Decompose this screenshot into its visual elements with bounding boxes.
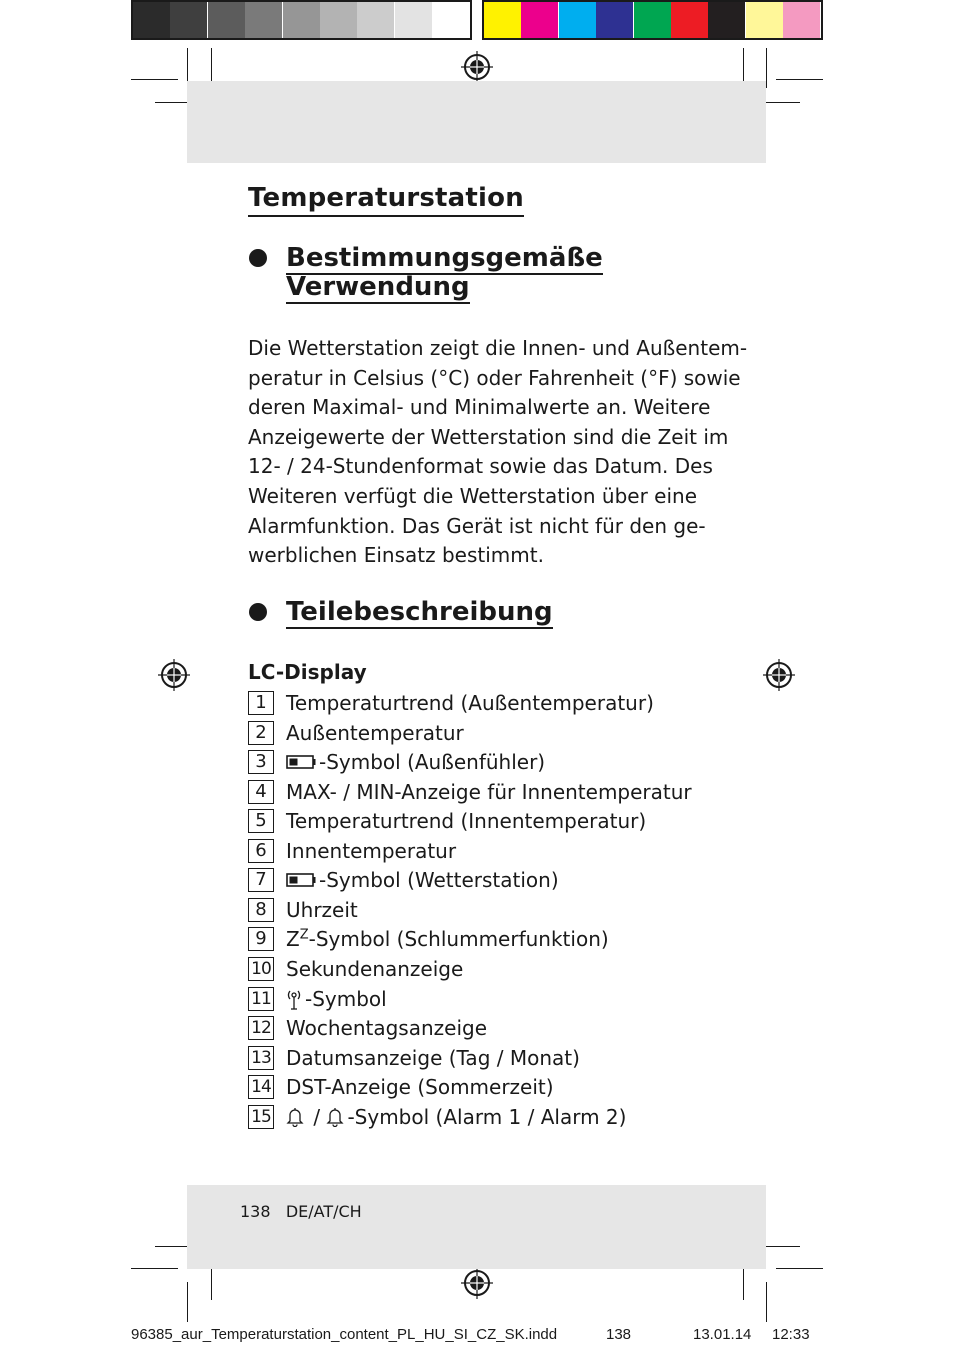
color-swatch: [746, 2, 783, 38]
registration-mark-icon: [763, 659, 795, 691]
list-item: [248, 926, 609, 952]
page-number: 138: [240, 1202, 271, 1221]
item-label: Temperaturtrend (Außentemperatur): [286, 691, 654, 715]
item-number-box: 15: [248, 1105, 274, 1129]
item-number-box: 4: [248, 780, 274, 804]
item-number-box: 8: [248, 898, 274, 922]
section-heading-verwendung: [286, 244, 603, 302]
section-bullet: [249, 603, 267, 621]
item-number-box: 13: [248, 1046, 274, 1070]
color-swatch: [559, 2, 596, 38]
gray-swatch: [170, 2, 207, 38]
item-description: [286, 691, 654, 715]
color-swatch: [596, 2, 633, 38]
item-label: -Symbol (Außenfühler): [319, 750, 546, 775]
item-label: Sekundenanzeige: [286, 956, 464, 981]
paragraph-line: deren Maximal- und Minimalwerte an. Weitere: [248, 395, 711, 420]
color-swatch: [783, 2, 820, 38]
paragraph-line: peratur in Celsius (°C) oder Fahrenheit (°F) sowie: [248, 365, 741, 390]
locale-label: DE/AT/CH: [285, 1202, 362, 1221]
item-label: -Symbol (Alarm 1 / Alarm 2): [347, 1104, 627, 1129]
section-bullet: [249, 249, 267, 267]
lc-display-subheading: LC-Display: [248, 660, 367, 684]
item-number-box: 5: [248, 809, 274, 833]
footer-band: [187, 1185, 766, 1269]
paragraph-line: Alarmfunktion. Das Gerät ist nicht für den ge-: [248, 513, 706, 538]
page-title: Temperaturstation: [248, 182, 524, 217]
alarm-bell-icon: [326, 1107, 344, 1127]
paragraph-line: werblichen Einsatz bestimmt.: [248, 543, 544, 568]
header-band: [187, 81, 766, 163]
item-description: [286, 809, 646, 833]
list-item: [248, 749, 545, 775]
color-swatch: [708, 2, 745, 38]
gray-swatch: [133, 2, 170, 38]
snooze-symbol-superscript: Z: [299, 927, 309, 943]
item-number-box: 11: [248, 987, 274, 1011]
heading-line: Bestimmungsgemäße: [286, 243, 603, 273]
item-label: Wochentagsanzeige: [286, 1016, 487, 1041]
section-heading-teilebeschreibung: [286, 598, 553, 627]
registration-mark-icon: [158, 659, 190, 691]
paragraph-line: Weiteren verfügt die Wetterstation über eine: [248, 483, 698, 508]
item-number-box: 9: [248, 927, 274, 951]
list-item: [248, 1045, 580, 1071]
item-description: [286, 1105, 626, 1129]
item-number-box: 10: [248, 957, 274, 981]
item-description: [286, 1046, 580, 1070]
list-item: [248, 720, 464, 746]
gray-swatch: [432, 2, 469, 38]
item-label: DST-Anzeige (Sommerzeit): [286, 1075, 554, 1100]
intended-use-paragraph: [248, 334, 748, 571]
item-description: [286, 1016, 487, 1040]
item-label: MAX- / MIN-Anzeige für Innentemperatur: [286, 779, 692, 804]
list-item: [248, 690, 654, 716]
list-item: [248, 986, 387, 1012]
battery-icon: [286, 873, 316, 887]
slug-time: 12:33: [772, 1326, 810, 1343]
battery-icon: [286, 755, 316, 769]
item-description: [286, 927, 609, 951]
color-swatch: [671, 2, 708, 38]
item-label: -Symbol: [305, 986, 387, 1011]
item-description: [286, 987, 387, 1011]
gray-swatch: [283, 2, 320, 38]
page-footer: [240, 1202, 362, 1221]
gray-swatch: [395, 2, 432, 38]
color-swatch: [521, 2, 558, 38]
heading-text: Teilebeschreibung: [286, 597, 553, 627]
gray-swatch: [208, 2, 245, 38]
list-item: [248, 1015, 487, 1041]
paragraph-line: 12- / 24-Stundenformat sowie das Datum. Des: [248, 454, 713, 479]
item-description: [286, 898, 358, 922]
heading-line: Verwendung: [286, 272, 470, 302]
item-description: [286, 780, 692, 804]
item-number-box: 14: [248, 1075, 274, 1099]
snooze-symbol-base: Z: [286, 927, 300, 952]
alarm-bell-icon: [286, 1107, 304, 1127]
paragraph-line: Die Wetterstation zeigt die Innen- und Außentem-: [248, 336, 748, 360]
item-description: [286, 868, 559, 892]
color-swatch: [634, 2, 671, 38]
item-label: Innentemperatur: [286, 838, 457, 863]
item-description: [286, 839, 456, 863]
list-item: [248, 956, 463, 982]
registration-mark-icon: [461, 1267, 493, 1299]
symbol-separator: /: [307, 1104, 327, 1129]
slug-date: 13.01.14: [693, 1326, 752, 1343]
item-number-box: 1: [248, 691, 274, 715]
list-item: [248, 808, 646, 834]
list-item: [248, 779, 692, 805]
list-item: [248, 867, 559, 893]
radio-tower-icon: [286, 988, 302, 1010]
gray-swatch: [320, 2, 357, 38]
item-label: Außentemperatur: [286, 720, 464, 745]
registration-mark-icon: [461, 51, 493, 83]
list-item: [248, 1104, 626, 1130]
list-item: [248, 897, 358, 923]
slug-page: 138: [606, 1326, 632, 1343]
item-description: [286, 721, 464, 745]
item-description: [286, 1075, 554, 1099]
item-label: -Symbol (Wetterstation): [319, 868, 559, 893]
gray-swatch: [245, 2, 282, 38]
item-label: -Symbol (Schlummerfunktion): [308, 927, 609, 952]
item-label: Temperaturtrend (Innentemperatur): [286, 809, 647, 834]
gray-swatch: [357, 2, 394, 38]
item-number-box: 6: [248, 839, 274, 863]
item-label: Datumsanzeige (Tag / Monat): [286, 1045, 580, 1070]
color-swatch: [484, 2, 521, 38]
list-item: [248, 838, 456, 864]
item-description: [286, 750, 545, 774]
item-number-box: 3: [248, 750, 274, 774]
slug-filename: 96385_aur_Temperaturstation_content_PL_HU_SI_CZ_SK.indd: [131, 1326, 558, 1343]
snooze-symbol: [286, 927, 309, 951]
item-description: [286, 957, 463, 981]
item-number-box: 12: [248, 1016, 274, 1040]
paragraph-line: Anzeigewerte der Wetterstation sind die Zeit im: [248, 424, 729, 449]
item-number-box: 7: [248, 868, 274, 892]
item-number-box: 2: [248, 721, 274, 745]
list-item: [248, 1074, 554, 1100]
item-label: Uhrzeit: [286, 897, 358, 922]
